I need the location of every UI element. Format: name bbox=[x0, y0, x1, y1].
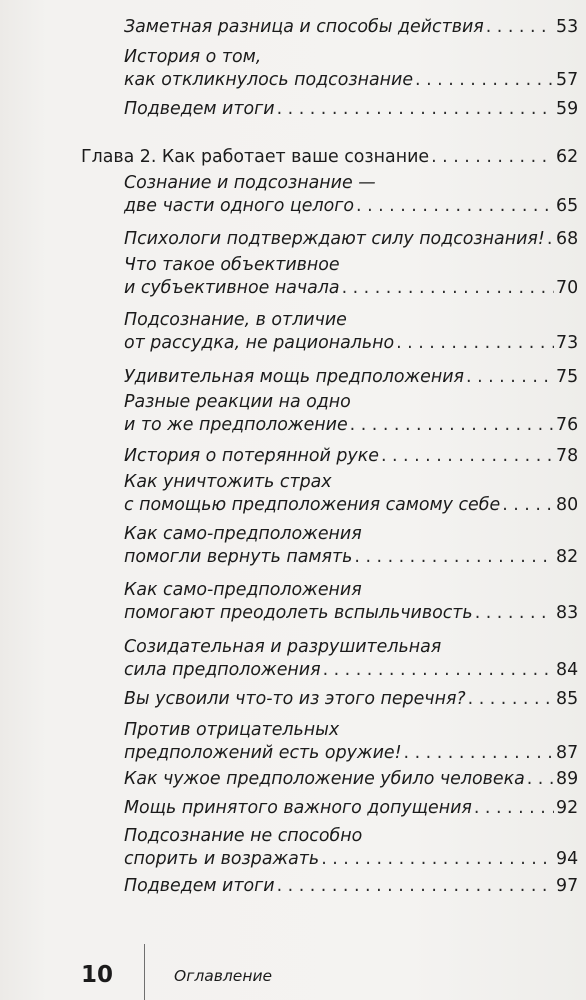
toc-entry[interactable] bbox=[124, 309, 579, 355]
toc-entry-line bbox=[124, 523, 576, 546]
toc-entry-title: Что такое объективное bbox=[124, 255, 340, 275]
toc-entry-title: Как уничтожить страх bbox=[124, 472, 332, 492]
toc-entry-title: от рассудка, не рационально bbox=[124, 333, 395, 353]
toc-entry[interactable] bbox=[81, 146, 579, 169]
footer-divider bbox=[144, 944, 145, 1000]
dot-leader bbox=[502, 494, 554, 517]
dot-leader bbox=[468, 688, 554, 711]
toc-entry[interactable] bbox=[124, 471, 579, 517]
toc-entry-title: и то же предположение bbox=[124, 415, 348, 435]
dot-leader bbox=[547, 228, 554, 251]
toc-entry[interactable] bbox=[124, 688, 579, 711]
toc-entry-line bbox=[124, 46, 576, 69]
toc-entry-title: История о том, bbox=[124, 47, 262, 67]
toc-entry-title: Разные реакции на одно bbox=[124, 392, 351, 412]
toc-entry-line bbox=[124, 719, 576, 742]
toc-page-number: 80 bbox=[556, 495, 579, 515]
dot-leader bbox=[431, 146, 554, 169]
toc-entry-title: сила предположения bbox=[124, 660, 321, 680]
toc-entry-title: помогли вернуть память bbox=[124, 547, 353, 567]
toc-entry-line bbox=[124, 494, 579, 517]
toc-page-number: 75 bbox=[556, 367, 579, 387]
toc-entry-line bbox=[124, 602, 579, 625]
dot-leader bbox=[527, 768, 554, 791]
toc-entry[interactable] bbox=[124, 391, 579, 437]
toc-entry[interactable] bbox=[124, 16, 579, 39]
toc-entry-title: спорить и возражать bbox=[124, 849, 320, 869]
toc-entry[interactable] bbox=[124, 228, 579, 251]
toc-entry-line bbox=[124, 636, 576, 659]
toc-entry-line bbox=[124, 366, 579, 389]
toc-entry-line bbox=[124, 391, 576, 414]
toc-entry-title: Психологи подтверждают силу подсознания! bbox=[124, 229, 545, 249]
toc-entry-line bbox=[124, 742, 579, 765]
toc-entry-title: Заметная разница и способы действия bbox=[124, 17, 484, 37]
toc-entry-title: помогают преодолеть вспыльчивость bbox=[124, 603, 473, 623]
toc-entry-line bbox=[124, 579, 576, 602]
toc-page-number: 59 bbox=[556, 99, 579, 119]
toc-entry[interactable] bbox=[124, 445, 579, 468]
toc-entry-line bbox=[124, 445, 579, 468]
toc-entry-title: как откликнулось подсознание bbox=[124, 70, 414, 90]
toc-entry-title: Удивительная мощь предположения bbox=[124, 367, 465, 387]
toc-entry-line bbox=[124, 195, 579, 218]
toc-entry-line bbox=[124, 768, 579, 791]
toc-entry-title: Как само-предположения bbox=[124, 524, 362, 544]
toc-entry-title: предположений есть оружие! bbox=[124, 743, 402, 763]
dot-leader bbox=[277, 875, 554, 898]
dot-leader bbox=[277, 98, 554, 121]
toc-entry-line bbox=[124, 659, 579, 682]
toc-entry-line bbox=[124, 172, 576, 195]
toc-entry-title: Подведем итоги bbox=[124, 876, 275, 896]
toc-entry-line bbox=[124, 797, 579, 820]
toc-page-number: 70 bbox=[556, 278, 579, 298]
dot-leader bbox=[381, 445, 554, 468]
toc-page-number: 73 bbox=[556, 333, 579, 353]
toc-entry[interactable] bbox=[124, 797, 579, 820]
toc-entry-title: с помощью предположения самому себе bbox=[124, 495, 501, 515]
toc-page-number: 89 bbox=[556, 769, 579, 789]
toc-page-number: 97 bbox=[556, 876, 579, 896]
dot-leader bbox=[415, 69, 554, 92]
dot-leader bbox=[466, 366, 554, 389]
toc-entry[interactable] bbox=[124, 579, 579, 625]
toc-entry[interactable] bbox=[124, 825, 579, 871]
toc-entry[interactable] bbox=[124, 172, 579, 218]
toc-page-number: 82 bbox=[556, 547, 579, 567]
toc-entry[interactable] bbox=[124, 523, 579, 569]
toc-entry-line bbox=[124, 825, 576, 848]
toc-entry-line bbox=[124, 16, 579, 39]
toc-page-number: 92 bbox=[556, 798, 579, 818]
dot-leader bbox=[475, 602, 554, 625]
running-title: Оглавление bbox=[174, 967, 273, 985]
toc-entry-title: Созидательная и разрушительная bbox=[124, 637, 442, 657]
toc-entry-title: Как само-предположения bbox=[124, 580, 362, 600]
toc-entry-line bbox=[124, 254, 576, 277]
dot-leader bbox=[354, 546, 554, 569]
toc-entry-line bbox=[124, 414, 579, 437]
toc-entry-line bbox=[124, 875, 579, 898]
toc-entry-line bbox=[124, 98, 579, 121]
toc-entry[interactable] bbox=[124, 366, 579, 389]
toc-entry-line bbox=[124, 848, 579, 871]
dot-leader bbox=[321, 848, 554, 871]
toc-entry[interactable] bbox=[124, 768, 579, 791]
toc-entry-title: Мощь принятого важного допущения bbox=[124, 798, 472, 818]
toc-page-number: 65 bbox=[556, 196, 579, 216]
toc-entry-line bbox=[124, 277, 579, 300]
toc-page-number: 85 bbox=[556, 689, 579, 709]
toc-entry-title: Глава 2. Как работает ваше сознание bbox=[81, 147, 430, 167]
page-number: 10 bbox=[81, 962, 114, 988]
dot-leader bbox=[396, 332, 554, 355]
dot-leader bbox=[356, 195, 554, 218]
toc-page-number: 84 bbox=[556, 660, 579, 680]
dot-leader bbox=[350, 414, 554, 437]
toc-entry-title: Сознание и подсознание — bbox=[124, 173, 376, 193]
toc-entry-line bbox=[124, 228, 579, 251]
dot-leader bbox=[323, 659, 554, 682]
toc-entry[interactable] bbox=[124, 98, 579, 121]
toc-page-number: 53 bbox=[556, 17, 579, 37]
toc-entry[interactable] bbox=[124, 46, 579, 92]
dot-leader bbox=[404, 742, 554, 765]
toc-entry-title: Подведем итоги bbox=[124, 99, 275, 119]
toc-entry-title: Против отрицательных bbox=[124, 720, 340, 740]
toc-page-number: 78 bbox=[556, 446, 579, 466]
toc-entry-title: Как чужое предположение убило человека bbox=[124, 769, 525, 789]
toc-entry-title: Подсознание не способно bbox=[124, 826, 363, 846]
dot-leader bbox=[474, 797, 554, 820]
toc-entry-title: Подсознание, в отличие bbox=[124, 310, 347, 330]
toc-entry-line bbox=[81, 146, 579, 169]
toc-page-number: 76 bbox=[556, 415, 579, 435]
toc-entry-line bbox=[124, 69, 579, 92]
toc-entry-line bbox=[124, 332, 579, 355]
toc-page-number: 94 bbox=[556, 849, 579, 869]
toc-page-number: 83 bbox=[556, 603, 579, 623]
toc-entry-title: Вы усвоили что-то из этого перечня? bbox=[124, 689, 466, 709]
toc-page-number: 68 bbox=[556, 229, 579, 249]
toc-entry-title: и субъективное начала bbox=[124, 278, 340, 298]
dot-leader bbox=[486, 16, 554, 39]
toc-entry-title: две части одного целого bbox=[124, 196, 355, 216]
toc-entry[interactable] bbox=[124, 875, 579, 898]
toc-page-number: 62 bbox=[556, 147, 579, 167]
toc-entry-line bbox=[124, 688, 579, 711]
toc-entry-line bbox=[124, 309, 576, 332]
toc-entry-line bbox=[124, 546, 579, 569]
toc-entry[interactable] bbox=[124, 719, 579, 765]
toc-page-number: 87 bbox=[556, 743, 579, 763]
toc-page-number: 57 bbox=[556, 70, 579, 90]
toc-entry-title: История о потерянной руке bbox=[124, 446, 379, 466]
toc-entry[interactable] bbox=[124, 636, 579, 682]
dot-leader bbox=[342, 277, 554, 300]
toc-entry[interactable] bbox=[124, 254, 579, 300]
toc-entry-line bbox=[124, 471, 576, 494]
